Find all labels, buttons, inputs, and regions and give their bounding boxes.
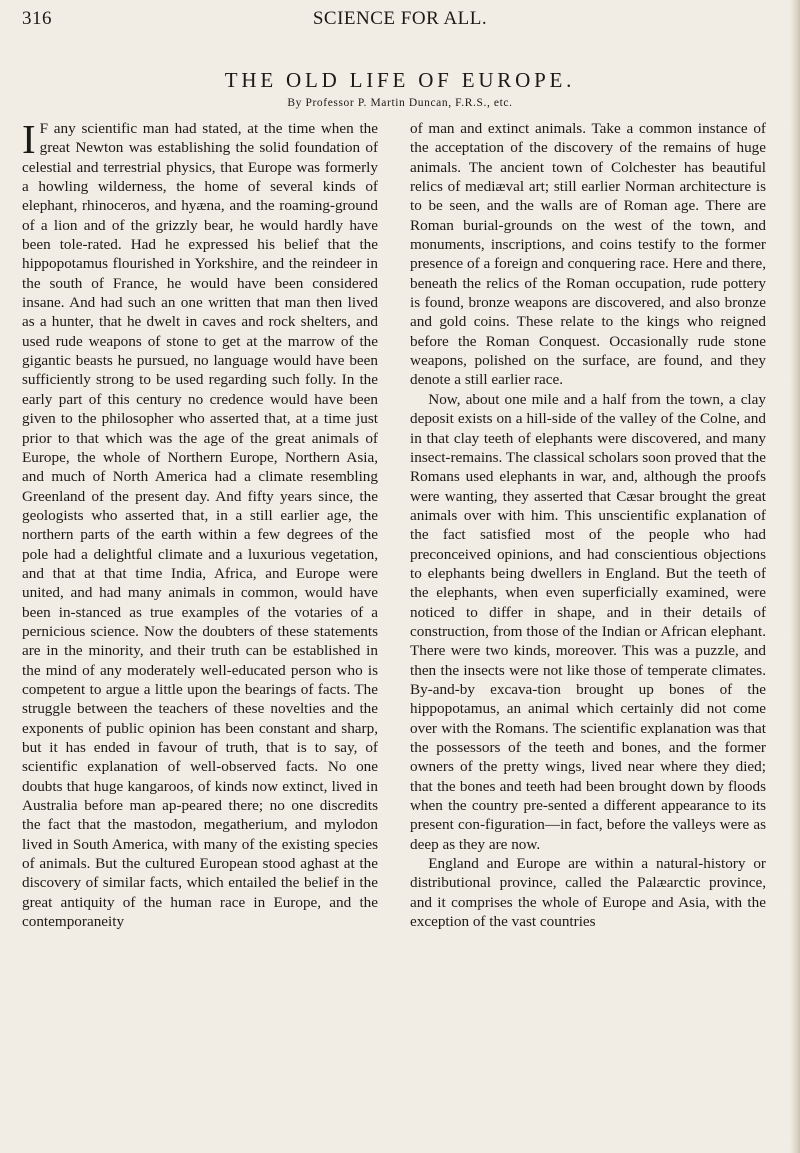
page-edge-shadow [790, 0, 800, 1153]
running-title: SCIENCE FOR ALL. [312, 8, 488, 29]
right-paragraph-1: of man and extinct animals. Take a common instance of the acceptation of the discovery of the remains of huge animals. The ancient town of Colchester has beautiful relics of mediæval art; still earlier Norman architecture is to be seen, and the walls are of Roman age. There are Roman burial-grounds on the west of the town, and monuments, inscriptions, and coins testify to the former presence of a foreign and conquering race. Here and there, beneath the relics of the Roman occupation, rude pottery is found, bronze weapons are discovered, and also bronze and gold coins. These relate to the kings who reigned before the Roman Conquest. Occasionally rude stone weapons, polished on the surface, are found, and they denote a still earlier race. [410, 120, 766, 389]
running-head [22, 8, 778, 32]
article-title: THE OLD LIFE OF EUROPE. [224, 68, 576, 92]
right-paragraph-3: England and Europe are within a natural-history or distributional province, called the Palæarctic province, and it comprises the whole of Europe and Asia, with the exception of the vast countries [410, 855, 766, 931]
drop-cap: I [22, 119, 36, 162]
article-byline: By Professor P. Martin Duncan, F.R.S., etc. [287, 97, 513, 109]
left-paragraph-1-text: F any scientific man had stated, at the time when the great Newton was establishing the solid foundation of celestial and terrestrial physics, that Europe was formerly a howling wilderness, the home of several kinds of elephant, rhinoceros, and hyæna, and the roaming-ground of a lion and of the grizzly bear, he would hardly have been tole-rated. Had he expressed his belief that the hippopotamus flourished in Yorkshire, and the reindeer in the south of France, he would have been considered insane. And had such an one written that man then lived as a hunter, that he dwelt in caves and rock shelters, and used rude weapons of stone to get at the marrow of the gigantic beasts he pursued, no language would have been sufficiently strong to be used regarding such folly. In the early part of this century no credence would have been given to the philosopher who asserted that, at a time just prior to that which was the age of the great animals of Europe, the whole of Northern Europe, Northern Asia, and much of North America had a climate resembling Greenland of the present day. And fifty years since, the geologists who asserted that, in a still earlier age, the northern parts of the earth within a few degrees of the pole had a delightful climate and a luxurious vegetation, and that at that time India, Africa, and Europe were united, and had many animals in common, would have been in-stanced as true examples of the votaries of a pernicious science. Now the doubters of these statements are in the minority, and their truth can be established in the mind of any moderately well-educated person who is competent to argue a little upon the bearings of facts. The struggle between the teachers of these novelties and the exponents of public opinion has been constant and sharp, but it has ended in favour of truth, that is to say, of scientific explanation of well-observed facts. No one doubts that huge kangaroos, of kinds now extinct, lived in Australia before man ap-peared there; no one discredits the fact that the mastodon, megatherium, and mylodon lived in South America, with many of the existing species of animals. But the cultured European stood aghast at the discovery of similar facts, which entailed the belief in the great antiquity of the human race in Europe, and the contemporaneity [22, 120, 378, 931]
left-paragraph-1 [22, 119, 378, 931]
right-column [410, 119, 766, 1139]
page-number: 316 [22, 8, 52, 29]
right-paragraph-2: Now, about one mile and a half from the town, a clay deposit exists on a hill-side of the valley of the Colne, and in that clay teeth of elephants were discovered, and many insect-remains. The classical scholars soon proved that the Romans used elephants in war, and, although the proofs were wanting, they asserted that Cæsar brought the great animals over with him. This unscientific explanation of the fact satisfied most of the people who had preconceived opinions, and had conscientious objections to elephants being dwellers in England. But the teeth of the elephants, when even superficially examined, were noticed to differ in shape, and in their details of construction, from those of the Indian or African elephant. There were two kinds, moreover. This was a puzzle, and then the insects were not like those of temperate climates. By-and-by excava-tion brought up bones of the hippopotamus, an animal which certainly did not come over with the Romans. The scientific explanation was that the possessors of the teeth and bones, and the former owners of the pretty wings, lived near where they died; that the bones and teeth had been brought down by floods when the country pre-sented a different appearance to its present con-figuration—in fact, before the valleys were as deep as they are now. [410, 390, 766, 853]
left-column [22, 119, 378, 1139]
